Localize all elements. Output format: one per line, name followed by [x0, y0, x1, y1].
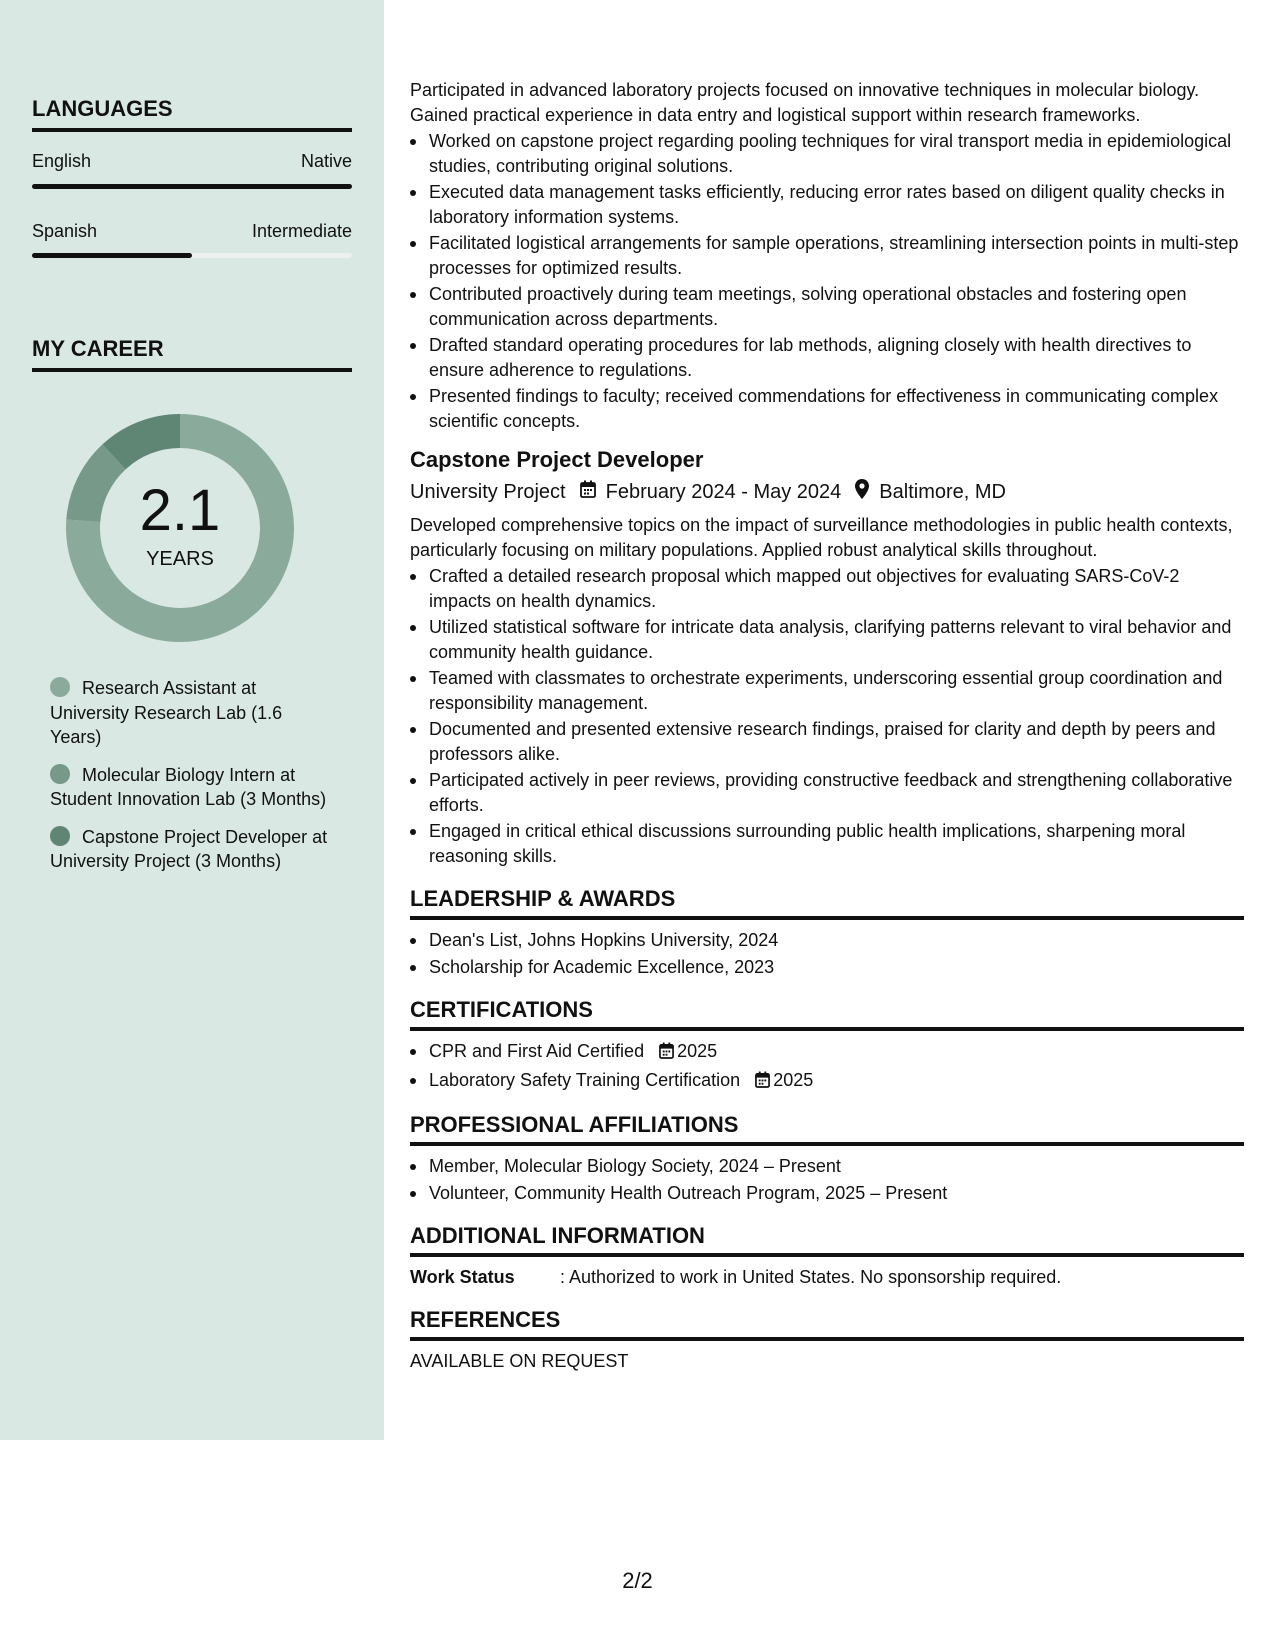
sidebar: [0, 0, 384, 1440]
career-donut-chart: [62, 410, 298, 646]
experience-bullets: [410, 129, 1244, 433]
job-dates: February 2024 - May 2024: [605, 480, 842, 503]
certification-date: [659, 1041, 717, 1061]
language-bar-fill: [32, 184, 352, 189]
calendar-icon: [580, 480, 596, 504]
additional-info-heading: ADDITIONAL INFORMATION: [410, 1223, 1244, 1257]
page-number: 2/2: [622, 1568, 653, 1593]
certification-name: CPR and First Aid Certified: [429, 1041, 645, 1061]
career-donut-center: [62, 410, 298, 646]
work-status-value: : Authorized to work in United States. No sponsorship required.: [560, 1267, 1062, 1287]
career-legend-text: Molecular Biology Intern at Student Innovation Lab (3 Months): [50, 764, 327, 809]
certification-item: [410, 1039, 1244, 1066]
career-legend-item: [50, 763, 330, 812]
bullet-item: Executed data management tasks efficiently, reducing error rates based on diligent quality checks in laboratory information systems.: [410, 180, 1244, 229]
calendar-icon: [755, 1070, 770, 1095]
bullet-item: Facilitated logistical arrangements for sample operations, streamlining intersection points in multi-step processes for optimized results.: [410, 231, 1244, 280]
career-legend-text: Research Assistant at University Research Lab (1.6 Years): [50, 678, 283, 747]
legend-dot-icon: [50, 677, 70, 697]
job-bullets: [410, 564, 1244, 868]
career-legend-item: [50, 676, 330, 750]
bullet-item: Worked on capstone project regarding pooling techniques for viral transport media in epidemiological studies, contributing original solutions.: [410, 129, 1244, 178]
certification-date: [755, 1070, 813, 1090]
bullet-item: Documented and presented extensive research findings, praised for clarity and depth by peers and professors alike.: [410, 717, 1244, 766]
career-total-unit: YEARS: [146, 547, 214, 570]
legend-dot-icon: [50, 826, 70, 846]
certifications-heading: CERTIFICATIONS: [410, 997, 1244, 1031]
languages-heading: LANGUAGES: [32, 96, 352, 132]
language-bar-spanish: [32, 253, 352, 258]
bullet-item: Utilized statistical software for intricate data analysis, clarifying patterns relevant to viral behavior and community health guidance.: [410, 615, 1244, 664]
certification-item: [410, 1068, 1244, 1095]
career-legend-text: Capstone Project Developer at University Project (3 Months): [50, 826, 328, 871]
language-level: Native: [300, 151, 352, 171]
job-location: Baltimore, MD: [879, 480, 1006, 503]
certification-year: 2025: [677, 1041, 718, 1061]
bullet-item: Contributed proactively during team meetings, solving operational obstacles and fostering open communication across departments.: [410, 282, 1244, 331]
language-row-spanish: [32, 221, 352, 242]
language-level: Intermediate: [251, 221, 352, 241]
work-status-row: [410, 1265, 1244, 1289]
career-legend: [50, 676, 330, 887]
awards-heading: LEADERSHIP & AWARDS: [410, 886, 1244, 920]
work-status-label: Work Status: [410, 1267, 515, 1287]
language-bar-fill: [32, 253, 192, 258]
bullet-item: Engaged in critical ethical discussions surrounding public health implications, sharpening moral reasoning skills.: [410, 819, 1244, 868]
bullet-item: Presented findings to faculty; received commendations for effectiveness in communicating complex scientific concepts.: [410, 384, 1244, 433]
certifications-list: [410, 1039, 1244, 1094]
bullet-item: Participated actively in peer reviews, providing constructive feedback and strengthening collaborative efforts.: [410, 768, 1244, 817]
career-legend-item: [50, 825, 330, 874]
language-bar-english: [32, 184, 352, 189]
career-heading: MY CAREER: [32, 336, 352, 372]
award-item: Scholarship for Academic Excellence, 2023: [410, 955, 1244, 980]
language-row-english: [32, 151, 352, 172]
certification-year: 2025: [773, 1069, 814, 1090]
references-text: AVAILABLE ON REQUEST: [410, 1351, 629, 1371]
experience-summary: Participated in advanced laboratory projects focused on innovative techniques in molecular biology. Gained practical experience in data entry and logistical support within research frameworks.: [410, 80, 1200, 125]
career-total-years: 2.1: [139, 477, 221, 543]
language-name: English: [32, 151, 92, 171]
affiliations-list: [410, 1154, 1244, 1205]
affiliation-item: Volunteer, Community Health Outreach Program, 2025 – Present: [410, 1181, 1244, 1206]
bullet-item: Drafted standard operating procedures for lab methods, aligning closely with health directives to ensure adherence to regulations.: [410, 333, 1244, 382]
job-meta: [410, 479, 1244, 505]
award-item: Dean's List, Johns Hopkins University, 2024: [410, 928, 1244, 953]
bullet-item: Crafted a detailed research proposal which mapped out objectives for evaluating SARS-CoV-2 impacts on health dynamics.: [410, 564, 1244, 613]
main-content: [410, 78, 1244, 1374]
calendar-icon: [659, 1041, 674, 1066]
language-name: Spanish: [32, 221, 98, 241]
location-pin-icon: [855, 479, 869, 505]
references-heading: REFERENCES: [410, 1307, 1244, 1341]
certification-name: Laboratory Safety Training Certification: [429, 1069, 741, 1090]
affiliation-item: Member, Molecular Biology Society, 2024 – Present: [410, 1154, 1244, 1179]
job-organization: University Project: [410, 480, 566, 503]
job-title: Capstone Project Developer: [410, 447, 704, 472]
awards-list: [410, 928, 1244, 979]
job-summary: Developed comprehensive topics on the impact of surveillance methodologies in public health contexts, particularly focusing on military populations. Applied robust analytical skills throughout.: [410, 515, 1233, 560]
affiliations-heading: PROFESSIONAL AFFILIATIONS: [410, 1112, 1244, 1146]
legend-dot-icon: [50, 764, 70, 784]
bullet-item: Teamed with classmates to orchestrate experiments, underscoring essential group coordination and responsibility management.: [410, 666, 1244, 715]
